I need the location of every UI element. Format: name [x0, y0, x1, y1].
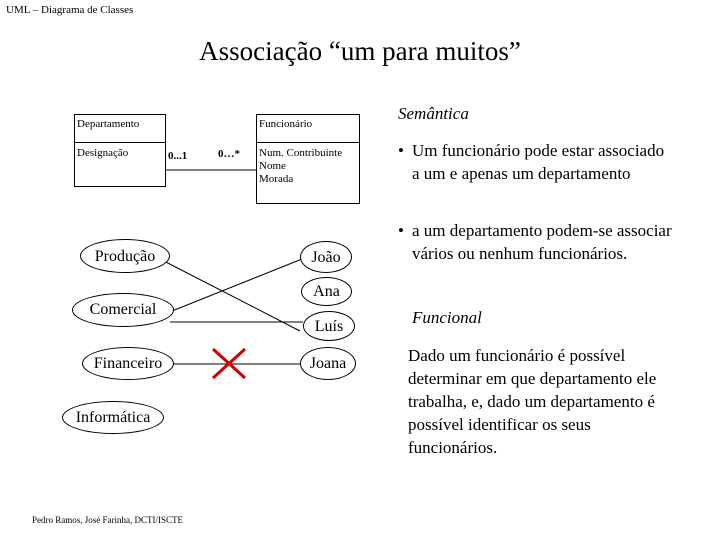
slide-footer: Pedro Ramos, José Farinha, DCTI/ISCTE [32, 515, 183, 525]
semantics-heading: Semântica [398, 104, 469, 123]
employee-oval-joao: João [300, 241, 352, 273]
semantics-bullet-text: Um funcionário pode estar associado a um e apenas um departamento [412, 141, 665, 183]
bullet-dot: • [398, 141, 404, 160]
bullet-dot: • [398, 221, 404, 240]
employee-oval-joana: Joana [300, 347, 356, 380]
link-comercial-joao [172, 259, 302, 311]
class-funcionario-attribute: Nome [259, 160, 286, 172]
class-funcionario-attribute: Morada [259, 173, 294, 185]
slide-title: Associação “um para muitos” [199, 36, 521, 66]
department-oval-producao: Produção [80, 239, 170, 273]
multiplicity-right: 0…* [218, 148, 240, 160]
class-departamento-attribute: Designação [77, 147, 129, 159]
class-departamento-name: Departamento [75, 115, 165, 143]
class-funcionario-attribute: Num. Contribuinte [259, 147, 343, 159]
class-funcionario-name: Funcionário [257, 115, 359, 143]
semantics-bullet [398, 219, 687, 265]
link-producao-ana [158, 258, 300, 331]
semantics-bullet-text: a um departamento podem-se associar vários ou nenhum funcionários. [412, 221, 672, 263]
semantics-bullet [398, 139, 667, 185]
department-oval-financeiro: Financeiro [82, 347, 174, 380]
functional-text: Dado um funcionário é possível determinar em que departamento ele trabalha, e, dado um departamento é possível identificar os seus funcionários. [408, 346, 657, 457]
department-oval-comercial: Comercial [72, 293, 174, 327]
functional-heading: Funcional [412, 308, 482, 327]
employee-oval-luis: Luís [303, 311, 355, 341]
slide-header: UML – Diagrama de Classes [6, 4, 134, 16]
employee-oval-ana: Ana [301, 277, 352, 306]
class-funcionario [256, 114, 360, 204]
multiplicity-left: 0...1 [168, 150, 188, 162]
department-oval-informatica: Informática [62, 401, 164, 434]
class-departamento [74, 114, 166, 187]
